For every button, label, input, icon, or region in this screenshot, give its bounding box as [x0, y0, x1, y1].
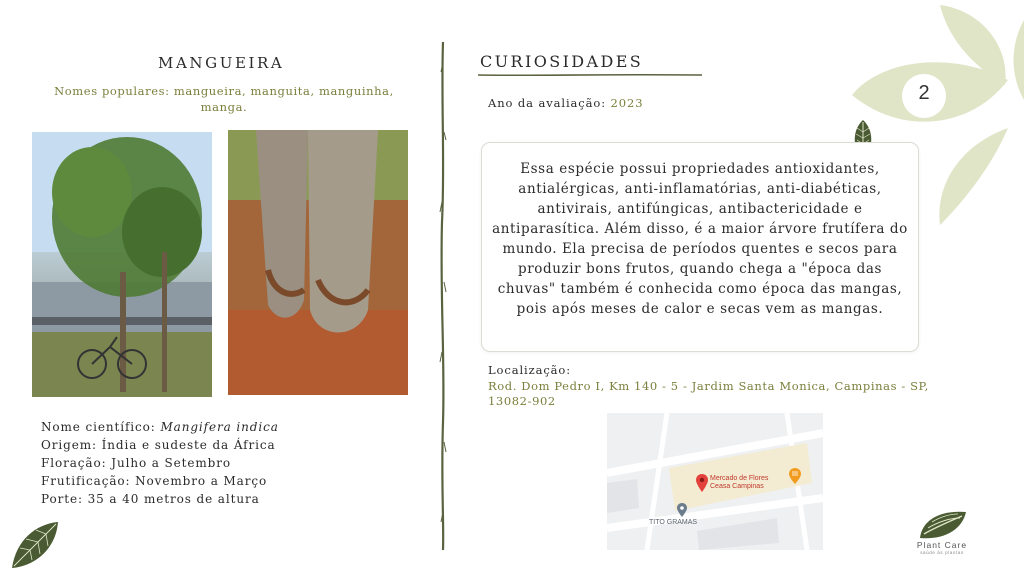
scientific-name-value: Mangifera indica — [160, 420, 279, 434]
curiosity-card — [481, 142, 919, 352]
brand-name: Plant Care — [916, 540, 968, 550]
curiosity-text: Essa espécie possui propriedades antioxidantes, antialérgicas, anti-inflamatórias, anti-diabéticas, antivirais, antifúngicas, antibactericidade e antiparasítica. Além disso, é a maior árvore frutífera do mundo. Ela precisa de períodos quentes e secos para produzir bons frutos, quando chega a "época das chuvas" também é conhecida como época das mangas, pois após meses de calor e secas vem as mangas. — [492, 161, 908, 317]
fruiting-line: Frutificação: Novembro a Março — [41, 474, 268, 488]
map-pin-icon[interactable] — [696, 474, 708, 492]
evaluation-year: Ano da avaliação: 2023 — [488, 96, 644, 110]
food-poi-icon[interactable] — [789, 468, 801, 484]
species-title: MANGUEIRA — [158, 54, 285, 72]
section-title: CURIOSIDADES — [480, 52, 644, 71]
origin-line: Origem: Índia e sudeste da África — [41, 438, 276, 452]
size-line: Porte: 35 a 40 metros de altura — [41, 492, 260, 506]
trunk-photo — [228, 130, 408, 395]
scientific-name-line: Nome científico: Mangifera indica — [41, 420, 279, 434]
column-divider — [438, 42, 448, 550]
flowering-line: Floração: Julho a Setembro — [41, 456, 232, 470]
location-map[interactable] — [607, 413, 823, 550]
species-details — [41, 418, 279, 508]
title-underline — [478, 72, 702, 78]
map-place-label[interactable]: Mercado de Flores Ceasa Campinas — [710, 475, 769, 490]
evaluation-year-value: 2023 — [610, 96, 644, 110]
page-number: 2 — [918, 82, 930, 104]
brand-tagline: saúde às plantas — [920, 550, 964, 555]
map-poi-label[interactable]: TITO GRAMAS — [649, 519, 698, 526]
location-address: Rod. Dom Pedro I, Km 140 - 5 - Jardim Santa Monica, Campinas - SP, 13082-902 — [488, 379, 929, 408]
tree-photo — [32, 132, 212, 397]
popular-names: Nomes populares: mangueira, manguita, manguinha, manga. — [54, 84, 394, 114]
location-label: Localização: — [488, 363, 572, 377]
poi-pin-icon[interactable] — [677, 503, 687, 517]
bottom-leaf-icon — [6, 520, 64, 572]
brand-logo-icon — [918, 508, 968, 540]
